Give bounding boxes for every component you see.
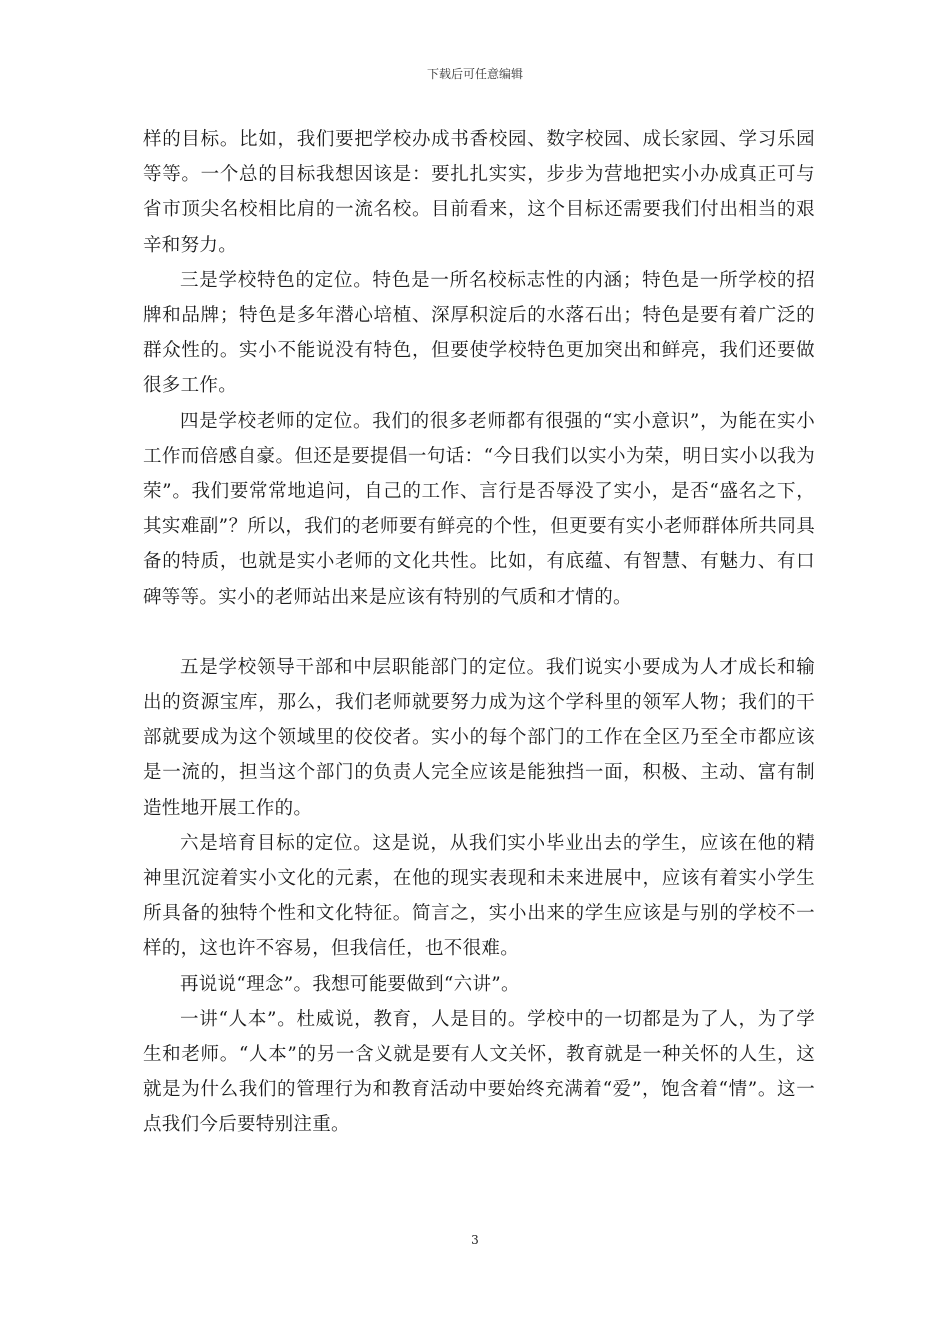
- page-header: 下载后可任意编辑: [426, 67, 523, 81]
- paragraph-student-goal: 六是培育目标的定位。这是说，从我们实小毕业出去的学生，应该在他的精神里沉淀着实小文化的元素，在他的现实表现和未来进展中，应该有着实小学生所具备的独特个性和文化特征。简言之，实小出来的学生应该是与别的学校不一样的，这也许不容易，但我信任，也不很难。: [143, 832, 815, 960]
- paragraph-goal-continuation: 样的目标。比如，我们要把学校办成书香校园、数字校园、成长家园、学习乐园等等。一个总的目标我想因该是：要扎扎实实，步步为营地把实小办成真正可与省市顶尖名校相比肩的一流名校。目前看来，这个目标还需要我们付出相当的艰辛和努力。: [143, 129, 815, 256]
- paragraph-school-features: 三是学校特色的定位。特色是一所名校标志性的内涵；特色是一所学校的招牌和品牌；特色是多年潜心培植、深厚积淀后的水落石出；特色是要有着广泛的群众性的。实小不能说没有特色，但要使学校特色更加突出和鲜亮，我们还要做很多工作。: [143, 269, 815, 397]
- paragraph-leadership-positioning: 五是学校领导干部和中层职能部门的定位。我们说实小要成为人才成长和输出的资源宝库，那么，我们老师就要努力成为这个学科里的领军人物；我们的干部就要成为这个领域里的佼佼者。实小的每个部门的工作在全区乃至全市都应该是一流的，担当这个部门的负责人完全应该是能独挡一面，积极、主动、富有制造性地开展工作的。: [143, 656, 815, 819]
- document-body: [143, 122, 815, 1143]
- paragraph-people-oriented: 一讲“人本”。杜威说，教育，人是目的。学校中的一切都是为了人，为了学生和老师。“人本”的另一含义就是要有人文关怀，教育就是一种关怀的人生，这就是为什么我们的管理行为和教育活动中要始终充满着“爱”，饱含着“情”。这一点我们今后要特别注重。: [143, 1008, 815, 1136]
- paragraph-gap: [143, 615, 815, 650]
- page-number: 3: [471, 1233, 479, 1247]
- paragraph-teacher-positioning: 四是学校老师的定位。我们的很多老师都有很强的“实小意识”，为能在实小工作而倍感自豪。但还是要提倡一句话：“今日我们以实小为荣，明日实小以我为荣”。我们要常常地追问，自己的工作、言行是否辱没了实小，是否“盛名之下，其实难副”？所以，我们的老师要有鲜亮的个性，但更要有实小老师群体所共同具备的特质，也就是实小老师的文化共性。比如，有底蕴、有智慧、有魅力、有口碑等等。实小的老师站出来是应该有特别的气质和才情的。: [143, 410, 815, 608]
- paragraph-philosophy-intro: 再说说“理念”。我想可能要做到“六讲”。: [180, 973, 520, 995]
